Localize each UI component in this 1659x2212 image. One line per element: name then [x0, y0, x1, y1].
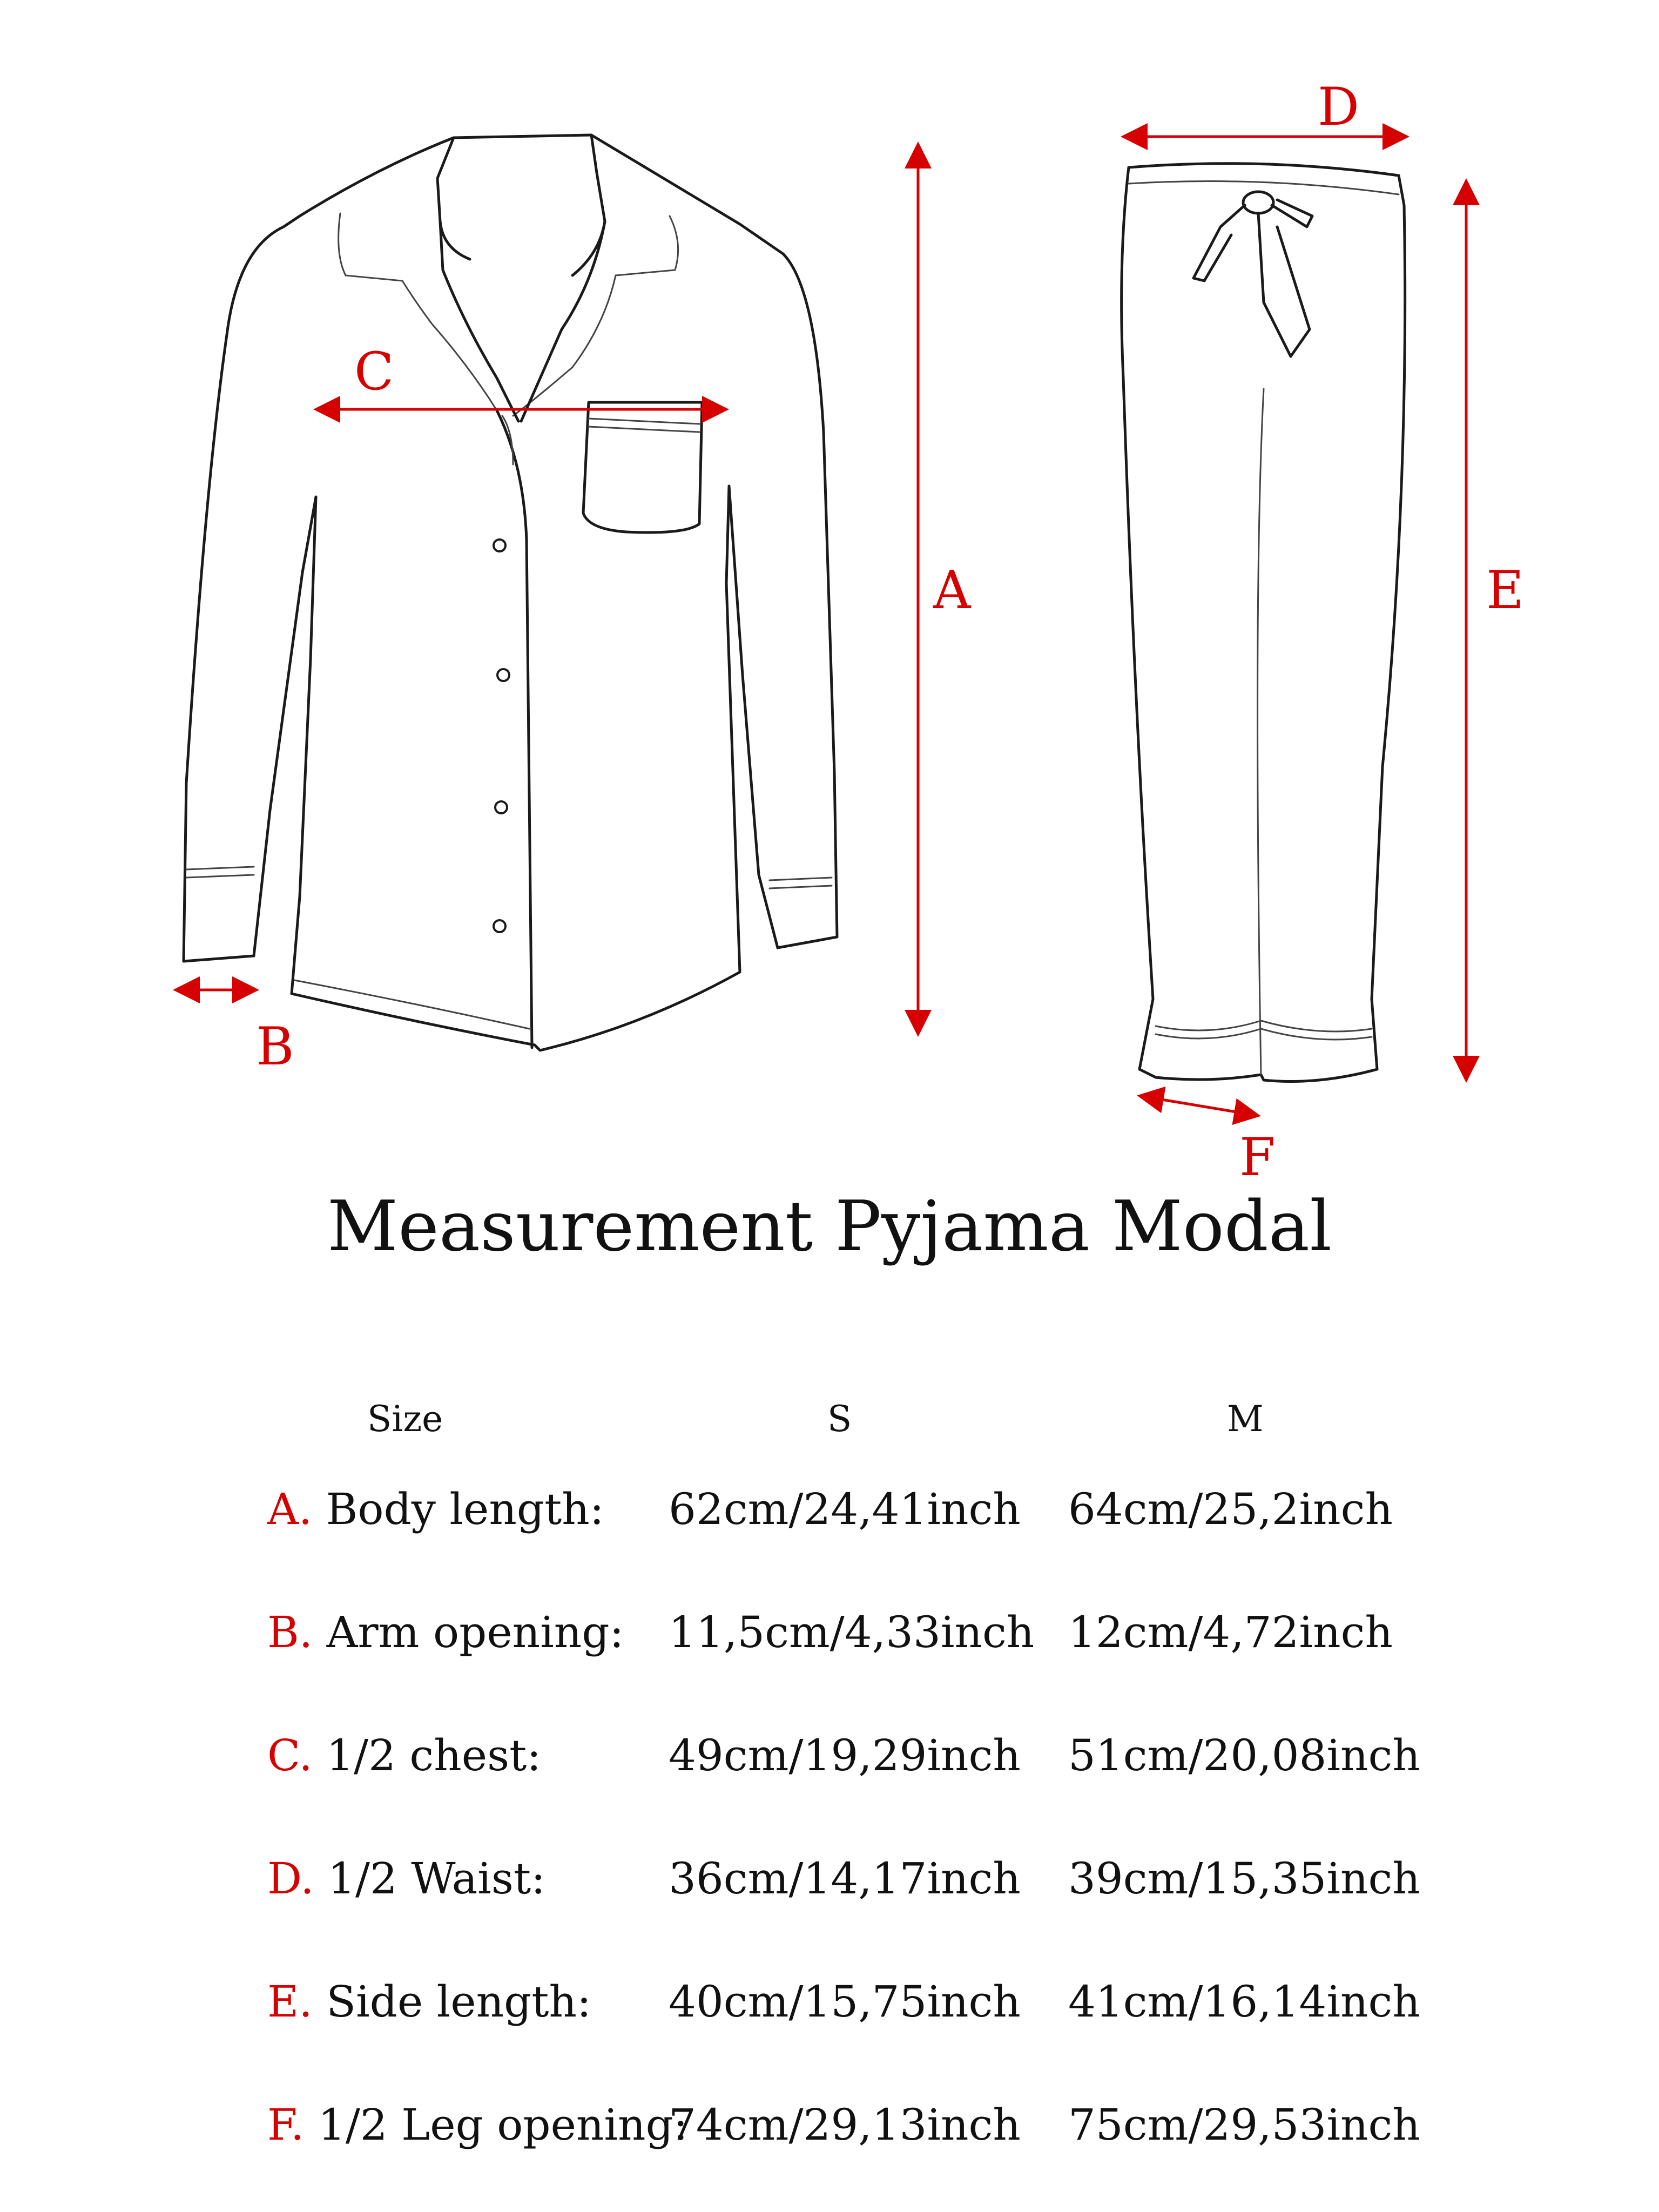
size-m-value: 12cm/4,72inch	[1068, 1607, 1393, 1657]
row-label	[267, 1853, 546, 1904]
size-m-value: 39cm/15,35inch	[1068, 1853, 1420, 1904]
row-label	[267, 1607, 624, 1657]
row-code: C.	[267, 1730, 313, 1781]
size-m-value: 75cm/29,53inch	[1068, 2100, 1420, 2150]
size-s-value: 40cm/15,75inch	[669, 1977, 1021, 2027]
dimension-label-e: E	[1486, 560, 1525, 621]
row-code: A.	[267, 1484, 313, 1534]
pants-illustration	[1122, 164, 1405, 1082]
row-label-text: Side length:	[326, 1977, 591, 2027]
page-title: Measurement Pyjama Modal	[327, 1186, 1332, 1267]
row-label-text: Arm opening:	[326, 1607, 624, 1657]
row-label	[267, 1484, 604, 1534]
column-header-m: M	[1227, 1398, 1264, 1440]
row-code: B.	[267, 1607, 313, 1657]
shirt-button	[494, 920, 505, 932]
dimension-arrow-f	[1142, 1096, 1256, 1115]
row-label	[267, 2100, 688, 2150]
size-s-value: 49cm/19,29inch	[669, 1730, 1021, 1781]
dimension-label-b: B	[256, 1016, 294, 1077]
dimension-label-c: C	[354, 341, 394, 402]
row-label-text: 1/2 Leg opening:	[318, 2100, 688, 2150]
row-label	[267, 1730, 542, 1781]
size-s-value: 11,5cm/4,33inch	[669, 1607, 1035, 1657]
size-m-value: 51cm/20,08inch	[1068, 1730, 1420, 1781]
row-label-text: 1/2 chest:	[326, 1730, 542, 1781]
size-m-value: 64cm/25,2inch	[1068, 1484, 1393, 1534]
row-code: E.	[267, 1977, 313, 2027]
shirt-button	[494, 539, 505, 551]
dimension-label-f: F	[1239, 1127, 1276, 1188]
shirt-illustration	[184, 135, 837, 1050]
row-label	[267, 1977, 591, 2027]
size-s-value: 36cm/14,17inch	[669, 1853, 1021, 1904]
row-label-text: 1/2 Waist:	[328, 1853, 546, 1904]
size-s-value: 74cm/29,13inch	[669, 2100, 1021, 2150]
row-code: D.	[267, 1853, 314, 1904]
shirt-button	[497, 669, 509, 681]
size-m-value: 41cm/16,14inch	[1068, 1977, 1420, 2027]
dimension-arrows	[178, 137, 1466, 1115]
row-code: F.	[267, 2100, 305, 2150]
size-s-value: 62cm/24,41inch	[669, 1484, 1021, 1534]
row-label-text: Body length:	[326, 1484, 604, 1534]
column-header-s: S	[827, 1398, 852, 1440]
dimension-label-d: D	[1318, 77, 1359, 137]
shirt-button	[495, 801, 507, 813]
dimension-label-a: A	[933, 560, 971, 621]
column-header-size: Size	[367, 1398, 443, 1440]
